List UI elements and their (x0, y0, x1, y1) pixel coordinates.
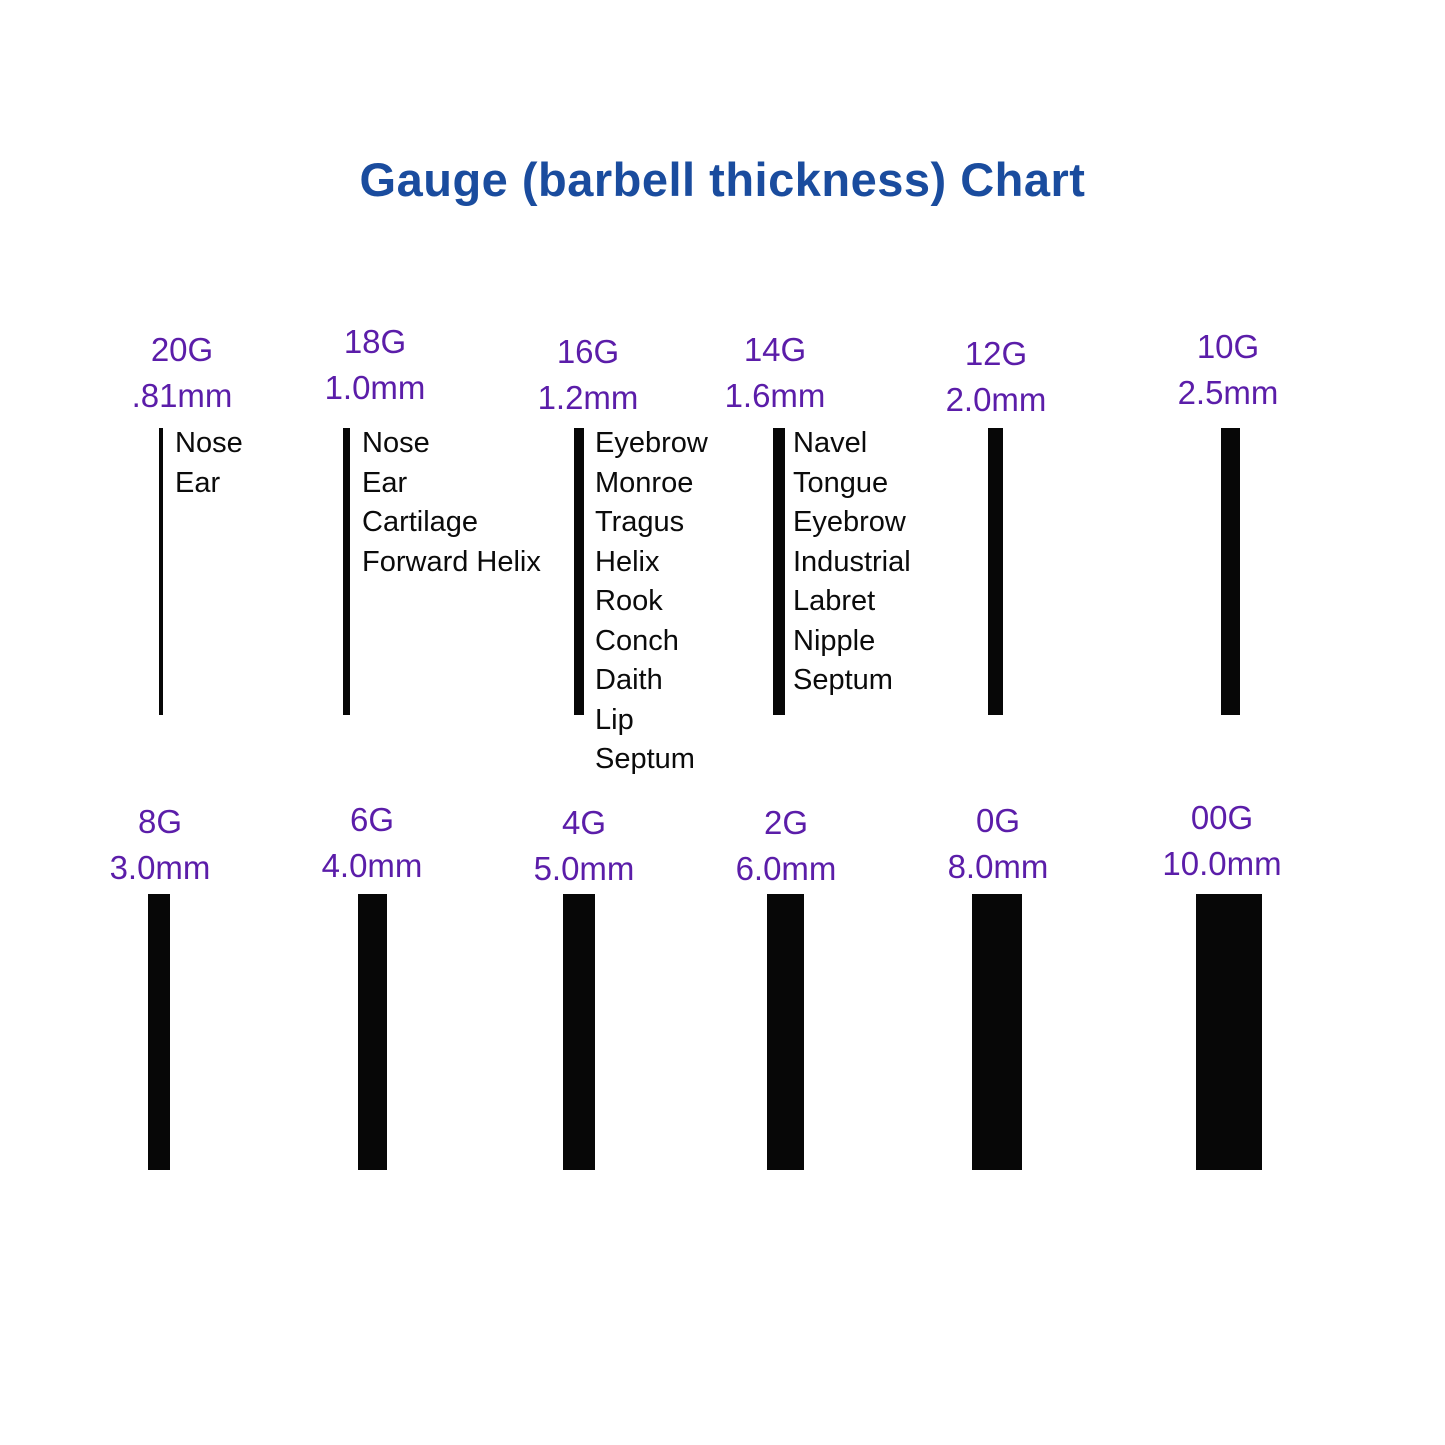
gauge-label-2g (666, 806, 906, 886)
piercing-item: Nose (175, 427, 243, 459)
gauge-name: 20G (150, 331, 214, 368)
gauge-label-14g (655, 333, 895, 413)
piercing-item: Eyebrow (595, 427, 708, 459)
gauge-name: 10G (1196, 328, 1260, 365)
gauge-label-10g (1108, 330, 1348, 410)
piercing-item: Tragus (595, 506, 685, 538)
piercing-item: Labret (793, 585, 876, 617)
piercing-item: Daith (595, 664, 663, 696)
gauge-bar-18g (343, 428, 350, 715)
gauge-bar-2g (767, 894, 804, 1170)
piercing-item: Eyebrow (793, 506, 906, 538)
gauge-name: 16G (556, 333, 620, 370)
piercing-list-14g (793, 424, 911, 701)
gauge-size: 5.0mm (533, 850, 635, 887)
gauge-name: 6G (349, 801, 395, 838)
gauge-name: 00G (1190, 799, 1254, 836)
piercing-item: Navel (793, 427, 868, 459)
piercing-item: Rook (595, 585, 663, 617)
piercing-item: Ear (362, 466, 408, 499)
gauge-label-0g (878, 804, 1118, 884)
gauge-size: 8.0mm (947, 848, 1049, 885)
piercing-item: Monroe (595, 466, 694, 499)
gauge-name: 2G (763, 804, 809, 841)
piercing-list-18g (362, 424, 541, 582)
gauge-size: 10.0mm (1162, 845, 1282, 882)
piercing-item: Helix (595, 545, 660, 578)
gauge-size: .81mm (131, 377, 233, 414)
piercing-item: Septum (595, 743, 695, 775)
gauge-size: 3.0mm (109, 849, 211, 886)
gauge-name: 12G (964, 335, 1028, 372)
gauge-label-12g (876, 337, 1116, 417)
gauge-bar-20g (159, 428, 163, 715)
piercing-item: Ear (175, 466, 221, 499)
piercing-item: Conch (595, 624, 679, 657)
gauge-size: 2.5mm (1177, 374, 1279, 411)
piercing-item: Nipple (793, 624, 876, 657)
gauge-size: 1.0mm (324, 369, 426, 406)
gauge-size: 4.0mm (321, 847, 423, 884)
gauge-bar-12g (988, 428, 1003, 715)
gauge-bar-8g (148, 894, 170, 1170)
gauge-bar-4g (563, 894, 595, 1170)
gauge-size: 2.0mm (945, 381, 1047, 418)
piercing-item: Septum (793, 664, 893, 696)
gauge-name: 18G (343, 323, 407, 360)
gauge-bar-0g (972, 894, 1022, 1170)
gauge-bar-10g (1221, 428, 1240, 715)
piercing-list-20g (175, 424, 243, 503)
gauge-size: 6.0mm (735, 850, 837, 887)
gauge-bar-00g (1196, 894, 1262, 1170)
gauge-bar-14g (773, 428, 785, 715)
piercing-item: Nose (362, 427, 430, 459)
gauge-name: 4G (561, 804, 607, 841)
gauge-name: 0G (975, 802, 1021, 839)
piercing-item: Tongue (793, 466, 889, 499)
piercing-item: Forward Helix (362, 545, 541, 578)
gauge-size: 1.2mm (537, 379, 639, 416)
gauge-label-18g (255, 325, 495, 405)
chart-title: Gauge (barbell thickness) Chart (359, 153, 1086, 206)
piercing-list-16g (595, 424, 708, 780)
piercing-item: Cartilage (362, 506, 479, 538)
gauge-bar-6g (358, 894, 387, 1170)
gauge-bar-16g (574, 428, 584, 715)
gauge-label-8g (40, 805, 280, 885)
gauge-size: 1.6mm (724, 377, 826, 414)
gauge-name: 8G (137, 803, 183, 840)
gauge-label-6g (252, 803, 492, 883)
piercing-item: Lip (595, 703, 634, 736)
piercing-item: Industrial (793, 545, 911, 578)
gauge-label-00g (1102, 801, 1342, 881)
gauge-name: 14G (743, 331, 807, 368)
